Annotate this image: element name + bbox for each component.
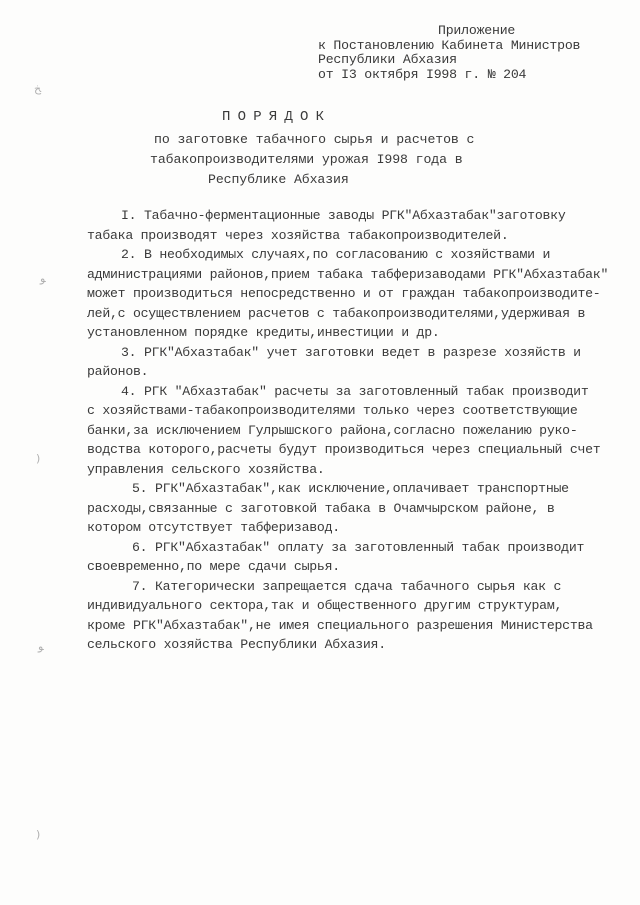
paragraph-3 — [87, 343, 617, 382]
binding-hole-mark: ﻮ — [38, 640, 44, 653]
paragraph-5 — [87, 479, 617, 538]
appendix-header — [318, 24, 618, 82]
paragraph-line: лей,с осуществлением расчетов с табакопроизводителями,удерживая в — [87, 305, 586, 321]
paragraph-6 — [87, 538, 617, 577]
paragraph-line: своевременно,по мере сдачи сырья. — [87, 559, 340, 574]
subtitle-line: по заготовке табачного сырья и расчетов с — [154, 132, 475, 147]
paragraph-line: 6. РГК"Абхазтабак" оплату за заготовленный табак производит — [132, 539, 585, 555]
paragraph-line: 2. В необходимых случаях,по согласованию с хозяйствами и — [121, 247, 551, 262]
paragraph-line: 4. РГК "Абхазтабак" расчеты за заготовленный табак производит — [121, 383, 589, 399]
paragraph-7 — [87, 577, 617, 655]
paragraph-4 — [87, 382, 617, 480]
paragraph-line: индивидуального сектора,так и общественного другим структурам, — [87, 598, 563, 613]
paragraph-line: I. Табачно-ферментационные заводы РГК"Абхазтабак"заготовку — [121, 208, 566, 223]
appendix-line: к Постановлению Кабинета Министров — [318, 37, 581, 53]
binding-hole-mark: ﻮ — [40, 272, 46, 285]
paragraph-line: водства которого,расчеты будут производиться через специальный счет — [87, 442, 601, 457]
paragraph-line: банки,за исключением Гулрышского района,согласно пожеланию руко- — [87, 422, 578, 438]
paragraph-2 — [87, 245, 617, 343]
paragraph-line: 3. РГК"Абхазтабак" учет заготовки ведет в разрезе хозяйств и — [121, 344, 581, 360]
paragraph-line: установленном порядке кредиты,инвестиции и др. — [87, 325, 440, 340]
paragraph-line: кроме РГК"Абхазтабак",не имея специального разрешения Министерства — [87, 617, 593, 633]
appendix-title: Приложение — [438, 23, 516, 38]
paragraph-line: 5. РГК"Абхазтабак",как исключение,оплачивает транспортные — [132, 481, 569, 496]
paragraph-line: управления сельского хозяйства. — [87, 461, 325, 477]
binding-hole-mark: ) — [36, 828, 41, 841]
paragraph-line: районов. — [87, 364, 149, 379]
appendix-line: Республики Абхазия — [318, 52, 457, 67]
paragraph-line: табака производят через хозяйства табакопроизводителей. — [87, 227, 509, 243]
binding-hole-mark: ) — [36, 452, 41, 465]
document-subtitle — [150, 130, 530, 190]
paragraph-1 — [87, 206, 617, 245]
paragraph-line: расходы,связанные с заготовкой табака в Очамчырском районе, в — [87, 500, 555, 516]
document-body — [87, 206, 617, 655]
appendix-line: от I3 октября I998 г. № 204 — [318, 66, 527, 82]
paragraph-line: 7. Категорически запрещается сдача табачного сырья как с — [132, 578, 562, 594]
paragraph-line: может производиться непосредственно и от граждан табакопроизводите- — [87, 286, 601, 301]
subtitle-line: табакопроизводителями урожая I998 года в — [150, 152, 463, 167]
binding-hole-mark: ﺦ — [34, 82, 42, 95]
paragraph-line: сельского хозяйства Республики Абхазия. — [87, 637, 386, 652]
document-title: ПОРЯДОК — [222, 109, 332, 125]
paragraph-line: котором отсутствует табферизавод. — [87, 520, 340, 535]
paragraph-line: администрациями районов,прием табака табферизаводами РГК"Абхазтабак" — [87, 266, 609, 282]
subtitle-line: Республике Абхазия — [208, 172, 349, 187]
paragraph-line: с хозяйствами-табакопроизводителями только через соответствующие — [87, 403, 578, 418]
